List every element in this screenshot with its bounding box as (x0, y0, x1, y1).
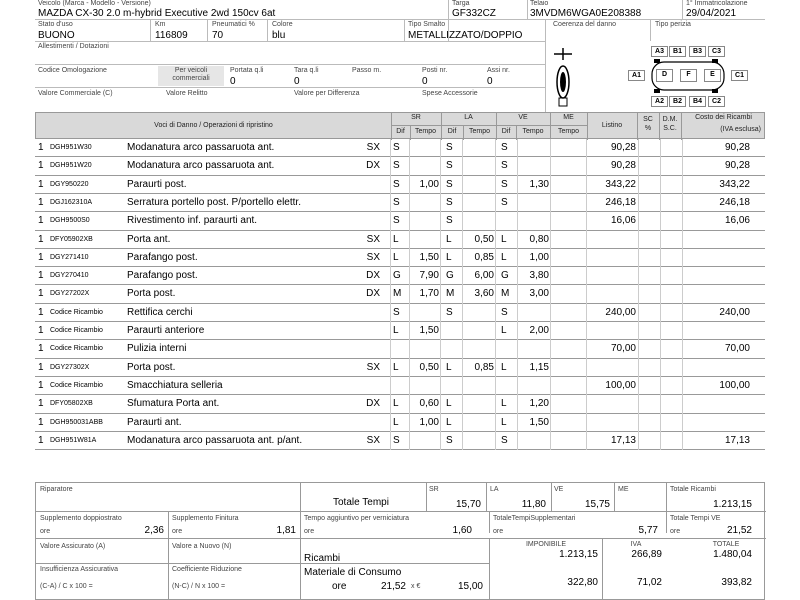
cell-ve-dif: G (501, 270, 509, 282)
cell-code: Codice Ricambio (50, 327, 103, 334)
omologazione-label: Codice Omologazione (38, 67, 107, 74)
cell-qty: 1 (38, 306, 44, 318)
row-divider (35, 431, 765, 432)
damage-box-b3[interactable]: B3 (689, 46, 706, 57)
coeff-formula: (N-C) / N x 100 = (172, 583, 226, 590)
cell-code: DGY950220 (50, 180, 89, 188)
materiale-ore-label: ore (332, 581, 347, 592)
cell-listino: 90,28 (610, 142, 636, 153)
row-divider (35, 156, 765, 157)
cell-desc: Modanatura arco passaruota ant. (127, 142, 275, 153)
cell-qty: 1 (38, 270, 44, 282)
cell-sr-dif: S (393, 196, 400, 208)
row-divider (35, 449, 765, 450)
col-la-dif: Dif (447, 128, 457, 135)
cell-side: SX (366, 142, 380, 153)
valore-assicurato-label: Valore Assicurato (A) (40, 543, 106, 550)
damage-box-c1[interactable]: C1 (731, 70, 748, 81)
totale-label: TOTALE (712, 541, 740, 548)
coeff-riduzione-label: Coefficiente Riduzione (172, 566, 242, 573)
cell-sr-dif: S (393, 306, 400, 318)
ve-total-label: VE (554, 486, 564, 493)
cell-ve-dif: M (501, 288, 510, 300)
column-divider (638, 139, 639, 450)
cell-sr-tempo: 7,90 (419, 270, 439, 282)
row-divider (35, 175, 765, 176)
col-sc-pct: % (644, 125, 652, 132)
cell-desc: Porta ant. (127, 233, 171, 245)
col-me: ME (563, 114, 574, 121)
cell-sr-dif: L (393, 233, 399, 245)
immatricolazione-label: 1° Immatricolazione (686, 0, 748, 7)
cell-listino: 70,00 (610, 343, 636, 355)
column-divider (586, 139, 587, 450)
cell-qty: 1 (38, 379, 44, 391)
cell-la-dif: S (446, 434, 453, 446)
cell-desc: Paraurti ant. (127, 416, 182, 428)
sr-total-value: 15,70 (455, 499, 481, 510)
cell-listino: 100,00 (605, 379, 636, 391)
tempi-supplementari-label: TotaleTempiSupplementari (493, 515, 576, 522)
cell-code: Codice Ricambio (50, 381, 103, 389)
table-header (35, 112, 765, 139)
row-divider (35, 193, 765, 194)
assi-value: 0 (487, 76, 493, 87)
cell-desc: Modanatura arco passaruota ant. p/ant. (127, 434, 303, 446)
cell-ve-dif: S (501, 160, 508, 172)
cell-la-dif: S (446, 196, 453, 208)
column-divider (550, 139, 551, 450)
row-divider (35, 230, 765, 231)
col-la-tempo: Tempo (468, 128, 490, 135)
cell-la-tempo: 0,85 (474, 251, 494, 263)
cell-code: DGH951W20 (50, 162, 92, 170)
cell-ve-dif: L (501, 233, 507, 245)
cell-la-tempo: 6,00 (474, 270, 494, 282)
telaio-label: Telaio (530, 0, 549, 7)
cell-costo: 90,28 (724, 142, 750, 153)
col-costo: Costo dei Ricambi (695, 114, 752, 121)
cell-listino: 17,13 (610, 434, 636, 446)
insufficienza-label: Insufficienza Assicurativa (40, 566, 119, 573)
cell-listino: 16,06 (610, 215, 636, 227)
cell-sr-dif: S (393, 178, 400, 190)
valore-relitto-label: Valore Relitto (166, 90, 208, 97)
sr-total-label: SR (429, 486, 439, 493)
cell-costo: 17,13 (724, 434, 750, 446)
cell-ve-tempo: 3,00 (529, 288, 549, 300)
immatricolazione-value: 29/04/2021 (686, 8, 737, 19)
row-divider (35, 339, 765, 340)
cell-la-dif: S (446, 142, 453, 153)
cell-desc: Sfumatura Porta ant. (127, 398, 220, 410)
materiale-imponibile: 322,80 (567, 577, 598, 588)
passo-label: Passo m. (352, 67, 382, 74)
smalto-value: METALLIZZATO/DOPPIO (408, 30, 523, 41)
totale-ricambi-value: 1.213,15 (713, 499, 752, 510)
row-divider (35, 248, 765, 249)
cell-la-tempo: 0,85 (474, 361, 494, 373)
cell-ve-dif: S (501, 142, 508, 153)
perizia-label: Tipo perizia (655, 21, 691, 28)
damage-box-b4[interactable]: B4 (689, 96, 706, 107)
cell-sr-dif: S (393, 142, 400, 153)
materiale-rate: 15,00 (457, 581, 483, 592)
col-dm: D.M. (662, 116, 678, 123)
posti-label: Posti nr. (422, 67, 448, 74)
cell-side: SX (366, 434, 380, 446)
cell-la-dif: S (446, 160, 453, 172)
insufficienza-formula: (C-A) / C x 100 = (40, 583, 93, 590)
cell-side: SX (366, 251, 380, 263)
supp-finitura-value: 1,81 (276, 525, 296, 536)
valore-commerciale-label: Valore Commerciale (C) (38, 90, 113, 97)
cell-qty: 1 (38, 233, 44, 245)
car-side-icon (548, 44, 578, 110)
targa-label: Targa (452, 0, 470, 7)
cell-side: SX (366, 233, 380, 245)
ricambi-totale: 1.480,04 (713, 549, 752, 560)
cell-ve-tempo: 1,15 (529, 361, 549, 373)
tempo-verniciatura-label: Tempo aggiuntivo per verniciatura (304, 515, 410, 522)
cell-ve-dif: L (501, 325, 507, 336)
column-divider (682, 139, 683, 450)
cell-ve-dif: S (501, 178, 508, 190)
totale-ricambi-label: Totale Ricambi (670, 486, 716, 493)
col-iva-esclusa: (IVA esclusa) (720, 126, 761, 133)
column-divider (495, 139, 496, 450)
cell-desc: Rettifica cerchi (127, 306, 193, 318)
cell-code: Codice Ricambio (50, 308, 103, 316)
cell-qty: 1 (38, 434, 44, 446)
summary-section (35, 482, 765, 600)
tempi-supplementari-ore: ore (493, 528, 504, 535)
cell-qty: 1 (38, 416, 44, 428)
col-sr: SR (411, 114, 421, 121)
cell-sr-tempo: 1,50 (419, 325, 439, 336)
cell-ve-tempo: 1,20 (529, 398, 549, 410)
telaio-value: 3MVDM6WGA0E208388 (530, 8, 642, 19)
damage-box-c3[interactable]: C3 (708, 46, 725, 57)
cell-side: DX (366, 288, 380, 300)
cell-la-dif: L (446, 416, 452, 428)
cell-qty: 1 (38, 160, 44, 172)
vehicle-value: MAZDA CX-30 2.0 m-hybrid Executive 2wd 150cv 6at (38, 8, 276, 19)
cell-ve-tempo: 1,30 (529, 178, 549, 190)
cell-sr-dif: S (393, 160, 400, 172)
cell-la-dif: S (446, 215, 453, 227)
column-divider (390, 139, 391, 450)
veicoli-commerciali-label: Per veicoli commerciali (172, 67, 210, 82)
col-ve-tempo: Tempo (522, 128, 544, 135)
totale-tempi-ve-label: Totale Tempi VE (670, 515, 721, 522)
cell-qty: 1 (38, 325, 44, 336)
supp-doppiostrato-ore: ore (40, 528, 51, 535)
posti-value: 0 (422, 76, 428, 87)
tempi-supplementari-value: 5,77 (638, 525, 658, 536)
cell-side: DX (366, 270, 380, 282)
cell-desc: Paraurti anteriore (127, 325, 205, 336)
row-divider (35, 413, 765, 414)
cell-code: DFY05902XB (50, 235, 93, 243)
totale-tempi-ve-ore: ore (670, 528, 681, 535)
cell-ve-dif: L (501, 416, 507, 428)
cell-qty: 1 (38, 361, 44, 373)
portata-label: Portata q.li (230, 67, 264, 74)
cell-listino: 246,18 (605, 196, 636, 208)
cell-sr-tempo: 1,70 (419, 288, 439, 300)
cell-code: DGY271410 (50, 253, 89, 261)
materiale-x: x € (411, 583, 421, 590)
cell-sr-tempo: 1,00 (419, 178, 439, 190)
col-sc: SC (643, 116, 653, 123)
column-divider (440, 139, 441, 450)
materiale-ore: 21,52 (380, 581, 406, 592)
iva-label: IVA (630, 541, 642, 548)
km-value: 116809 (155, 30, 188, 41)
cell-qty: 1 (38, 178, 44, 190)
cell-desc: Modanatura arco passaruota ant. (127, 160, 275, 172)
cell-qty: 1 (38, 215, 44, 227)
valore-nuovo-label: Valore a Nuovo (N) (172, 543, 232, 550)
cell-sr-tempo: 1,00 (419, 416, 439, 428)
column-divider (517, 139, 518, 450)
cell-side: SX (366, 361, 380, 373)
cell-costo: 16,06 (724, 215, 750, 227)
damage-box-b2[interactable]: B2 (669, 96, 686, 107)
col-ve: VE (518, 114, 528, 121)
cell-qty: 1 (38, 196, 44, 208)
damage-box-d[interactable]: D (656, 69, 673, 82)
tempo-verniciatura-value: 1,60 (452, 525, 472, 536)
coerenza-label: Coerenza del danno (553, 21, 617, 28)
col-listino: Listino (601, 122, 623, 129)
damage-box-a1[interactable]: A1 (628, 70, 645, 81)
cell-listino: 240,00 (605, 306, 636, 318)
la-total-value: 11,80 (521, 499, 546, 510)
cell-side: DX (366, 398, 380, 410)
km-label: Km (155, 21, 166, 28)
cell-la-dif: L (446, 233, 452, 245)
targa-value: GF332CZ (452, 8, 496, 19)
cell-code: DFY05802XB (50, 400, 93, 408)
assi-label: Assi nr. (487, 67, 510, 74)
cell-desc: Parafango post. (127, 270, 198, 282)
cell-qty: 1 (38, 343, 44, 355)
cell-ve-dif: L (501, 398, 507, 410)
cell-code: DGH951W81A (50, 436, 97, 444)
cell-la-dif: L (446, 361, 452, 373)
materiale-label: Materiale di Consumo (304, 567, 402, 578)
cell-code: DGY270410 (50, 272, 89, 280)
spese-accessorie-label: Spese Accessorie (422, 90, 478, 97)
col-voci: Voci di Danno / Operazioni di ripristino (154, 122, 273, 129)
pneumatici-label: Pneumatici % (212, 21, 255, 28)
cell-desc: Porta post. (127, 288, 176, 300)
tempo-verniciatura-ore: ore (304, 528, 315, 535)
pneumatici-value: 70 (212, 30, 224, 41)
cell-code: DGY27202X (50, 290, 90, 298)
allestimenti-label: Allestimenti / Dotazioni (38, 43, 109, 50)
supp-finitura-ore: ore (172, 528, 183, 535)
totale-tempi-ve-value: 21,52 (726, 525, 752, 536)
cell-sr-tempo: 0,60 (419, 398, 439, 410)
imponibile-label: IMPONIBILE (525, 541, 567, 548)
totale-tempi-label: Totale Tempi (333, 497, 389, 508)
cell-costo: 70,00 (724, 343, 750, 355)
cell-sr-dif: L (393, 398, 399, 410)
cell-la-dif: M (446, 288, 455, 300)
row-divider (35, 376, 765, 377)
cell-sr-dif: G (393, 270, 401, 282)
cell-sr-dif: L (393, 251, 399, 263)
cell-ve-dif: S (501, 434, 508, 446)
cell-ve-dif: L (501, 251, 507, 263)
colore-label: Colore (272, 21, 293, 28)
cell-desc: Porta post. (127, 361, 176, 373)
cell-listino: 343,22 (605, 178, 636, 190)
cell-code: DGY27302X (50, 363, 90, 371)
cell-la-tempo: 0,50 (474, 233, 494, 245)
valore-differenza-label: Valore per Differenza (294, 90, 360, 97)
column-divider (409, 139, 410, 450)
damage-box-c2[interactable]: C2 (708, 96, 725, 107)
cell-ve-dif: S (501, 196, 508, 208)
cell-code: Codice Ricambio (50, 345, 103, 353)
cell-la-dif: G (446, 270, 454, 282)
vehicle-label: Veicolo (Marca - Modello - Versione) (38, 0, 151, 7)
cell-costo: 90,28 (724, 160, 750, 172)
cell-sr-dif: L (393, 416, 399, 428)
col-sr-tempo: Tempo (414, 128, 436, 135)
cell-code: DGH950031ABB (50, 418, 103, 426)
cell-qty: 1 (38, 142, 44, 153)
cell-sr-tempo: 0,50 (419, 361, 439, 373)
cell-desc: Parafango post. (127, 251, 198, 263)
cell-ve-tempo: 2,00 (529, 325, 549, 336)
supp-doppiostrato-value: 2,36 (144, 525, 164, 536)
cell-costo: 100,00 (719, 379, 750, 391)
damage-box-e[interactable]: E (704, 69, 721, 82)
damage-box-b1[interactable]: B1 (669, 46, 686, 57)
tara-value: 0 (294, 76, 300, 87)
cell-code: DGJ162310A (50, 198, 93, 206)
cell-sr-dif: S (393, 434, 400, 446)
cell-sr-tempo: 1,50 (419, 251, 439, 263)
cell-sr-dif: L (393, 361, 399, 373)
cell-desc: Paraurti post. (127, 178, 187, 190)
cell-costo: 240,00 (719, 306, 750, 318)
cell-listino: 90,28 (610, 160, 636, 172)
stato-label: Stato d'uso (38, 21, 73, 28)
column-divider (462, 139, 463, 450)
cell-ve-dif: S (501, 306, 508, 318)
riparatore-label: Riparatore (40, 486, 73, 493)
row-divider (35, 266, 765, 267)
col-me-tempo: Tempo (557, 128, 579, 135)
cell-side: DX (366, 160, 380, 172)
damage-box-a3[interactable]: A3 (651, 46, 668, 57)
tara-label: Tara q.li (294, 67, 319, 74)
cell-la-dif: L (446, 251, 452, 263)
row-divider (35, 211, 765, 212)
cell-ve-tempo: 0,80 (529, 233, 549, 245)
cell-costo: 343,22 (719, 178, 750, 190)
cell-desc: Smacchiatura selleria (127, 379, 223, 391)
cell-sr-dif: M (393, 288, 402, 300)
ve-total-value: 15,75 (584, 499, 610, 510)
cell-la-dif: S (446, 306, 453, 318)
materiale-totale: 393,82 (721, 577, 752, 588)
cell-desc: Rivestimento inf. paraurti ant. (127, 215, 258, 227)
row-divider (35, 303, 765, 304)
cell-la-dif: L (446, 398, 452, 410)
cell-ve-dif: L (501, 361, 507, 373)
row-divider (35, 358, 765, 359)
ricambi-label: Ricambi (304, 553, 341, 564)
la-total-label: LA (490, 486, 499, 493)
cell-la-tempo: 3,60 (474, 288, 494, 300)
row-divider (35, 394, 765, 395)
row-divider (35, 321, 765, 322)
stato-value: BUONO (38, 30, 75, 41)
cell-costo: 246,18 (719, 196, 750, 208)
row-divider (35, 284, 765, 285)
col-ve-dif: Dif (501, 128, 511, 135)
cell-ve-tempo: 3,80 (529, 270, 549, 282)
cell-qty: 1 (38, 288, 44, 300)
materiale-iva: 71,02 (636, 577, 662, 588)
cell-sr-dif: L (393, 325, 399, 336)
supp-finitura-label: Supplemento Finitura (172, 515, 239, 522)
cell-desc: Serratura portello post. P/portello elettr. (127, 196, 301, 208)
ricambi-iva: 266,89 (631, 549, 662, 560)
ricambi-imponibile: 1.213,15 (559, 549, 598, 560)
colore-value: blu (272, 30, 286, 41)
cell-code: DGH9500S0 (50, 217, 90, 225)
portata-value: 0 (230, 76, 236, 87)
damage-box-a2[interactable]: A2 (651, 96, 668, 107)
cell-code: DGH951W30 (50, 144, 92, 151)
cell-sr-dif: S (393, 215, 400, 227)
me-total-label: ME (618, 486, 629, 493)
col-dm-sc: S.C. (663, 125, 677, 132)
col-la: LA (464, 114, 473, 121)
cell-ve-tempo: 1,00 (529, 251, 549, 263)
cell-qty: 1 (38, 398, 44, 410)
cell-qty: 1 (38, 251, 44, 263)
cell-ve-tempo: 1,50 (529, 416, 549, 428)
smalto-label: Tipo Smalto (408, 21, 446, 28)
cell-la-dif: S (446, 178, 453, 190)
supp-doppiostrato-label: Supplemento doppiostrato (40, 515, 122, 522)
column-divider (660, 139, 661, 450)
cell-desc: Pulizia interni (127, 343, 187, 355)
damage-box-f[interactable]: F (680, 69, 697, 82)
col-sr-dif: Dif (396, 128, 405, 135)
